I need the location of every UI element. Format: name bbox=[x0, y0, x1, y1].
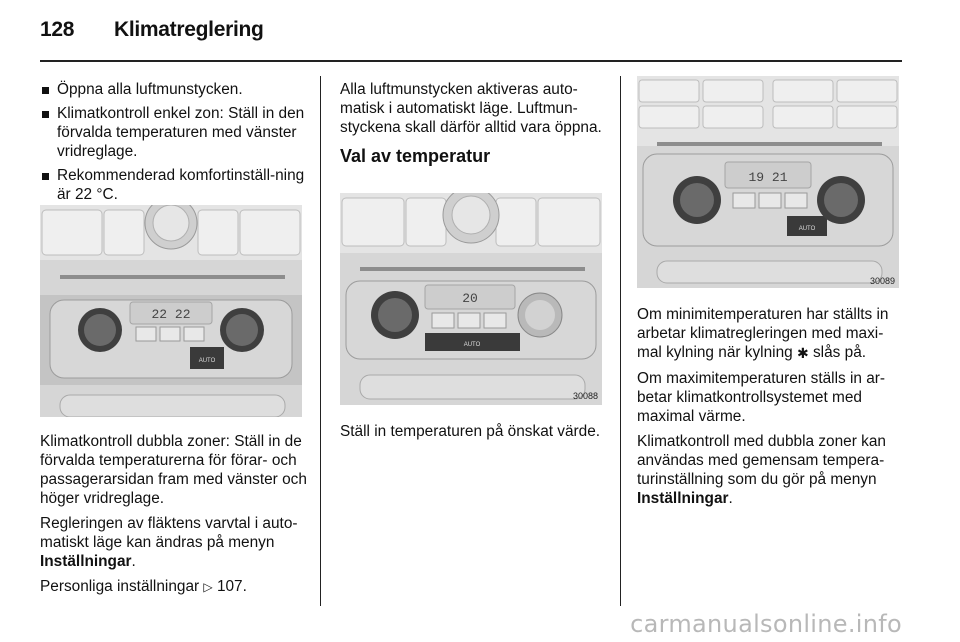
settings-menu-ref: Inställningar bbox=[637, 490, 729, 507]
paragraph-max-temp: Om maximitemperaturen ställs in ar-betar klimatkontrollsystemet med maximal värme. bbox=[637, 370, 886, 425]
instruction-list bbox=[40, 80, 305, 204]
page-number: 128 bbox=[40, 18, 75, 41]
column-divider-1 bbox=[320, 76, 321, 606]
figure-display-text: 19 21 bbox=[748, 170, 788, 185]
page-header bbox=[40, 18, 264, 42]
paragraph-set-temperature: Ställ in temperaturen på önskat värde. bbox=[340, 423, 601, 440]
figure-auto-label: AUTO bbox=[198, 358, 216, 364]
watermark: carmanualsonline.info bbox=[630, 610, 902, 638]
column-2-lower bbox=[340, 422, 605, 447]
list-item: Rekommenderad komfortinställ-ning är 22 °C. bbox=[40, 166, 305, 204]
column-3-lower bbox=[637, 305, 902, 514]
figure-display-text: 22 22 bbox=[151, 307, 191, 322]
paragraph-personal-settings: Personliga inställningar ▷ 107. bbox=[40, 578, 247, 595]
page-title: Klimatreglering bbox=[114, 18, 264, 41]
paragraph-fan-speed: Regleringen av fläktens varvtal i auto-matiskt läge kan ändras på menyn Inställningar. bbox=[40, 515, 298, 570]
settings-menu-ref: Inställningar bbox=[40, 553, 132, 570]
climate-panel-dual-figure-2 bbox=[637, 76, 899, 288]
figure-number: 30089 bbox=[869, 276, 895, 286]
column-1 bbox=[40, 80, 305, 209]
figure-number: 30088 bbox=[572, 391, 598, 401]
column-1-lower bbox=[40, 432, 308, 603]
column-divider-2 bbox=[620, 76, 621, 606]
list-item: Öppna alla luftmunstycken. bbox=[40, 80, 305, 99]
snowflake-icon: ✱ bbox=[796, 345, 809, 361]
paragraph-air-vents: Alla luftmunstycken aktiveras auto-matisk i automatiskt läge. Luftmun-styckena skall därför alltid vara öppna. bbox=[340, 81, 602, 136]
climate-panel-single-figure bbox=[340, 193, 602, 405]
climate-panel-dual-figure bbox=[40, 205, 302, 417]
list-item: Klimatkontroll enkel zon: Ställ in den förvalda temperaturen med vänster vridreglage. bbox=[40, 104, 305, 161]
column-2 bbox=[340, 80, 605, 178]
paragraph-common-temp: Klimatkontroll med dubbla zoner kan användas med gemensam tempera-turinställning som du gör på menyn Inställningar. bbox=[637, 433, 886, 507]
figure-auto-label: AUTO bbox=[463, 342, 481, 348]
page-ref-arrow-icon: ▷ bbox=[203, 580, 213, 594]
figure-display-text: 20 bbox=[462, 291, 478, 306]
figure-auto-label: AUTO bbox=[798, 226, 816, 232]
paragraph-dual-zone: Klimatkontroll dubbla zoner: Ställ in de förvalda temperaturerna för förar- och passagerarsidan fram med vänster och höger vridreglage. bbox=[40, 433, 307, 507]
paragraph-min-temp: Om minimitemperaturen har ställts in arbetar klimatregleringen med maxi-mal kylning när kylning ✱ slås på. bbox=[637, 306, 889, 361]
header-divider bbox=[40, 60, 902, 62]
section-heading: Val av temperatur bbox=[340, 146, 491, 166]
